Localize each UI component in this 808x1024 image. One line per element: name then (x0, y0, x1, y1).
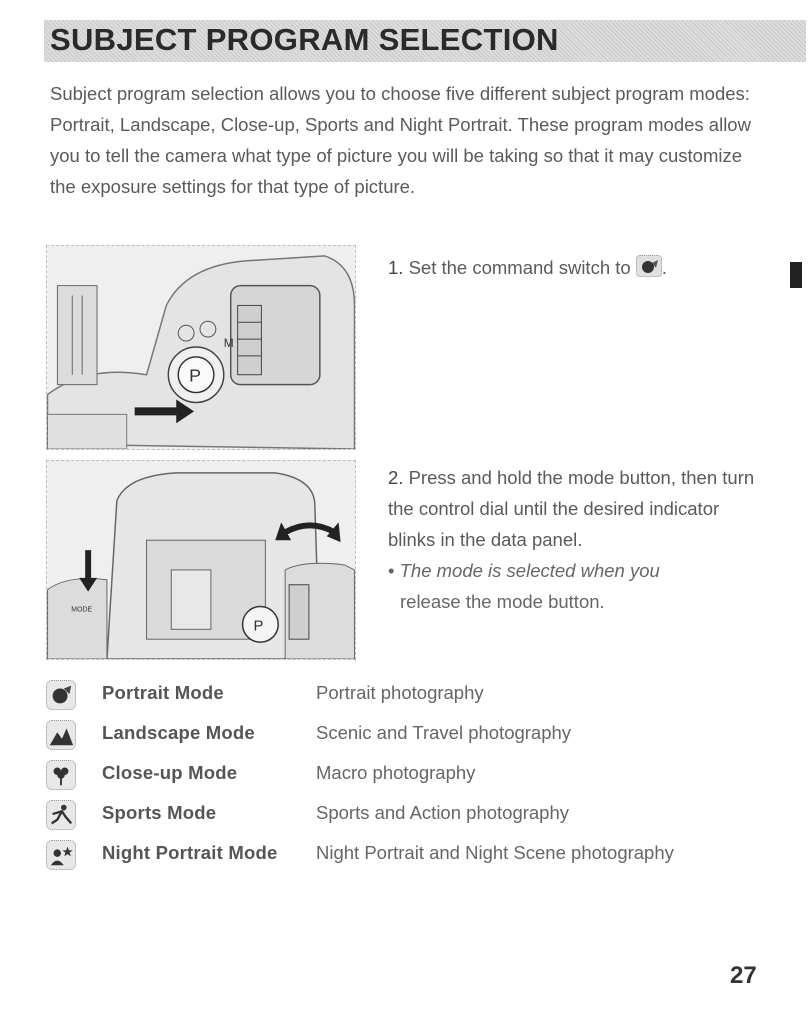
dial-p-label: P (189, 365, 202, 386)
mode-row-close-up (46, 756, 766, 796)
camera-top-diagram (47, 246, 355, 449)
note-rest: release the mode button. (400, 591, 605, 612)
mode-description: Scenic and Travel photography (316, 722, 572, 743)
mode-row-landscape (46, 716, 766, 756)
mode-button-label: MODE (71, 606, 93, 614)
step-1 (388, 252, 748, 283)
mode-button-illustration (46, 460, 356, 660)
night-portrait-icon (46, 840, 76, 870)
mode-name: Sports Mode (102, 802, 217, 823)
step-2-text: Press and hold the mode button, then turn the control dial until the desired indicator blinks in the data panel. (388, 467, 755, 550)
mode-description: Macro photography (316, 762, 476, 783)
selection-note (388, 555, 748, 617)
sports-icon (46, 800, 76, 830)
camera-top-diagram-2 (47, 461, 355, 659)
note-lead: The mode is selected when you (399, 560, 660, 581)
step-1-number: 1. (388, 257, 404, 278)
command-switch-illustration (46, 245, 356, 450)
mode-row-night-portrait (46, 836, 766, 876)
mode-description: Sports and Action photography (316, 802, 570, 823)
mode-name: Close-up Mode (102, 762, 238, 783)
step-1-text: Set the command switch to (408, 257, 631, 278)
mode-row-portrait (46, 676, 766, 716)
step-1-suffix: . (661, 257, 667, 278)
intro-paragraph: Subject program selection allows you to choose five different subject program modes: Portrait, Landscape, Close-up, Sports and Night Portrait. These program modes allow you to tell the camera what type of picture you will be taking so that it may customize the exposure settings for that type of picture. (50, 83, 751, 197)
section-tab-marker (790, 262, 802, 288)
mode-description: Night Portrait and Night Scene photography (316, 842, 674, 863)
step-2-number: 2. (388, 467, 404, 488)
mode-row-sports (46, 796, 766, 836)
note-bullet: • (388, 560, 395, 581)
mode-name: Portrait Mode (102, 682, 224, 703)
step-2 (388, 462, 768, 555)
mode-name: Landscape Mode (102, 722, 255, 743)
mode-name: Night Portrait Mode (102, 842, 278, 863)
landscape-icon (46, 720, 76, 750)
portrait-mode-switch-icon (636, 255, 662, 277)
page-title: SUBJECT PROGRAM SELECTION (50, 22, 559, 57)
portrait-icon (46, 680, 76, 710)
close-up-icon (46, 760, 76, 790)
switch-m-label: M (223, 336, 234, 351)
mode-description: Portrait photography (316, 682, 484, 703)
page-number: 27 (730, 962, 757, 989)
dial-p-label-2: P (253, 618, 264, 635)
mode-list (46, 676, 766, 876)
